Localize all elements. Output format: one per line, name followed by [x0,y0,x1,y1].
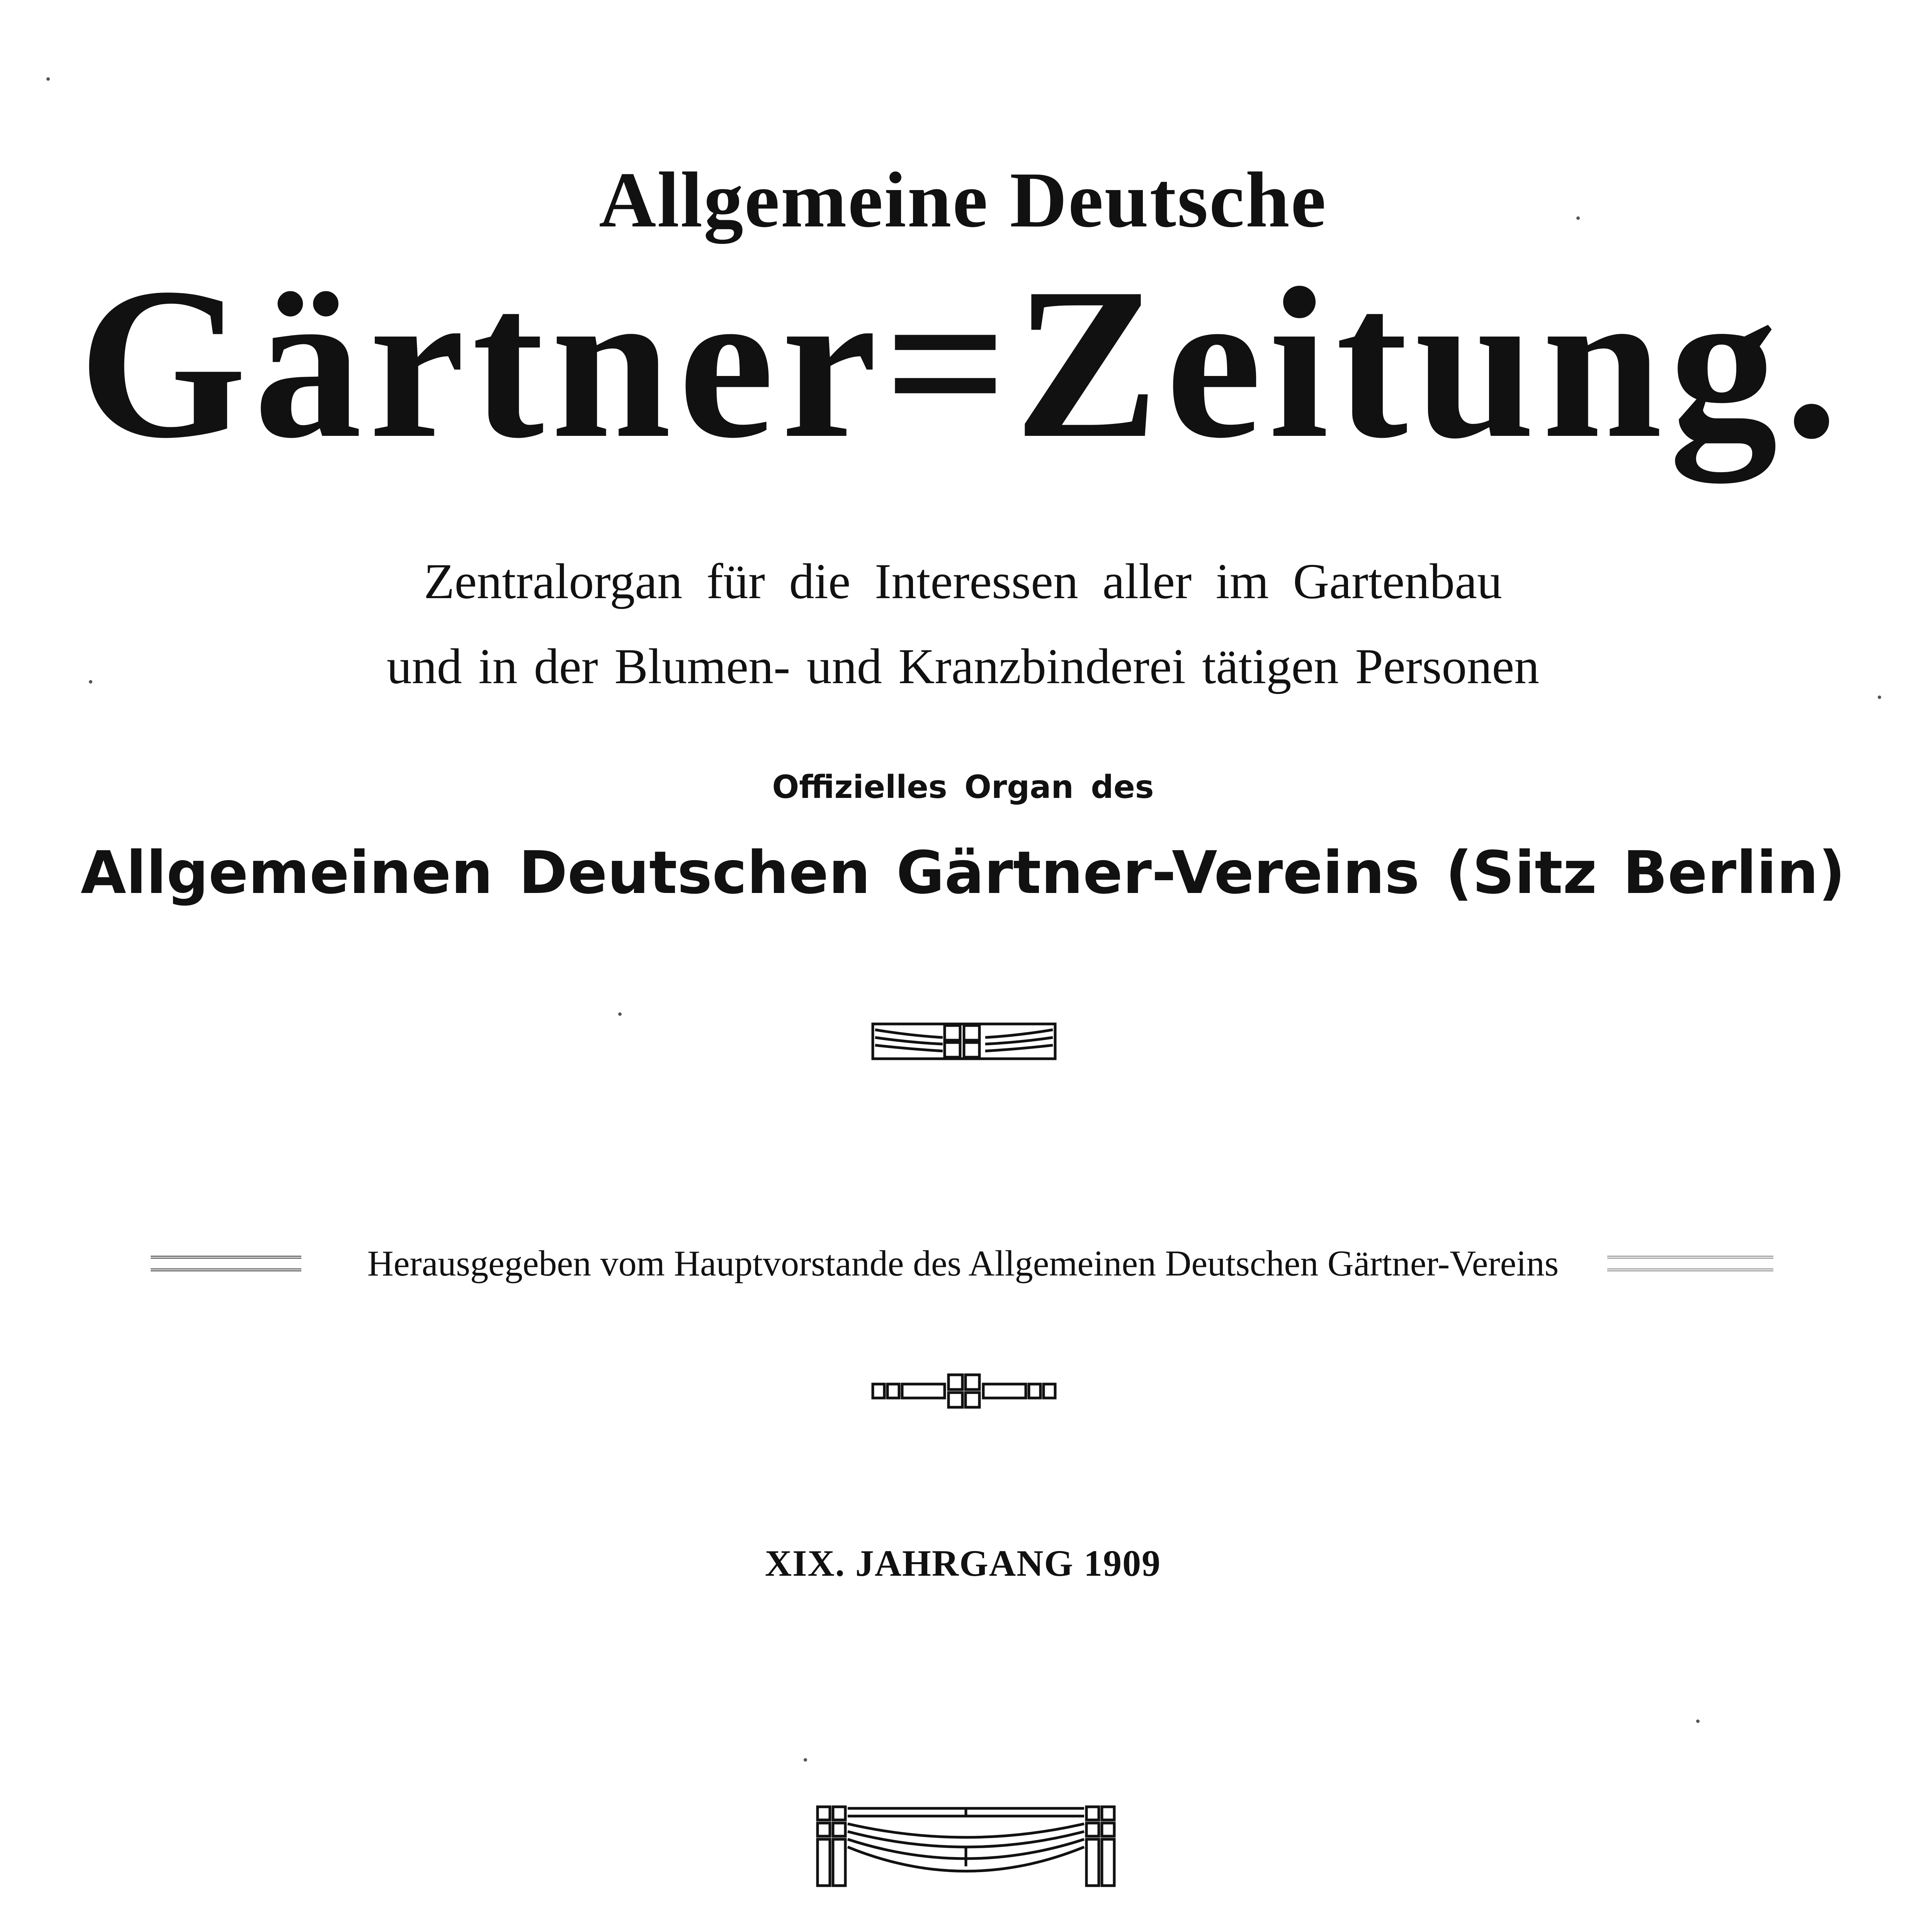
ornament-middle [871,1372,1057,1410]
publisher-row [0,1229,1926,1298]
publisher-line: Herausgegeben vom Hauptvorstande des Allgemeinen Deutschen Gärtner-Vereins [367,1243,1559,1284]
title-allgemeine-deutsche: Allgemeine Deutsche [599,156,1327,244]
scan-speck [1576,216,1580,220]
scan-speck [618,1012,622,1016]
scan-speck [804,1758,807,1762]
scan-speck [89,680,92,684]
subtitle-line-1: Zentralorgan für die Interessen aller im Gartenbau [424,554,1502,609]
scan-speck [1878,696,1881,699]
ornament-top [871,1020,1057,1063]
verein-name: Allgemeinen Deutschen Gärtner-Vereins (Sitz Berlin) [80,838,1846,907]
double-rule-right [1607,1256,1773,1271]
ornament-bottom [815,1804,1117,1889]
scan-speck [46,77,50,81]
volume-year: XIX. JAHRGANG 1909 [765,1543,1161,1584]
scan-speck [1696,1719,1700,1723]
official-organ-label: Offizielles Organ des [772,769,1154,806]
subtitle-line-2: und in der Blumen- und Kranzbinderei tätigen Personen [386,639,1540,694]
masthead-title: Gärtner=Zeitung. [78,243,1846,483]
